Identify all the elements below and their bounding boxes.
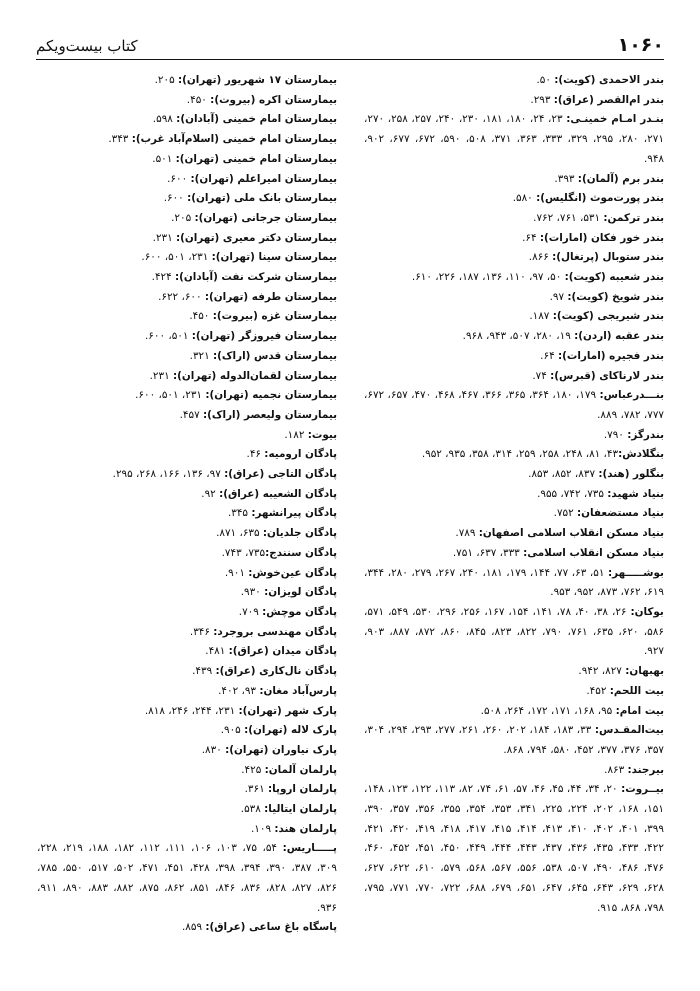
index-page-refs: ۷۸۹. [455,527,479,540]
index-page-refs: ۵۴، ۷۵، ۱۰۳، ۱۰۶، ۱۱۱، ۱۱۲، ۱۸۲، ۱۸۸، ۲۱۹، ۲۲۸، ۳۰۹، ۳۸۷، ۳۹۰، ۳۹۴، ۳۹۸، ۴۲۸، ۴۵۱، ۴۷۱، ۵۰۲، ۵۱۷، ۵۵۰، ۷۸۵، ۸۲۶، ۸۲۷، ۸۲۸، ۸۳۶، ۸۴۶، ۸۵۱، ۸۶۲، ۸۷۵، ۸۸۲، ۸۸۳، ۸۹۰، ۹۱۱، ۹۳۶. [37,842,337,914]
index-entry [37,702,337,722]
index-term: پادگان مهندسی بروجرد: [213,625,337,638]
index-page-refs: ۳۴۳. [108,133,132,146]
index-entry [37,741,337,761]
index-page-refs: ۲۰۵. [171,211,195,224]
index-term: بیرجند: [627,763,664,776]
index-term: بندر ام‌القصر (عراق): [553,93,664,106]
index-entry [364,268,664,288]
index-term: پادگان الشعیبه (عراق): [219,487,337,500]
index-page-refs: ۶۳۵، ۸۷۱. [216,527,263,540]
index-entry [37,150,337,170]
index-page-refs: ۹۰۱. [224,566,249,579]
index-term: پارک شهر (تهران): [238,704,337,717]
index-term: بیمارستان ۱۷ شهریور (تهران): [177,74,337,86]
index-entry [364,347,664,367]
index-page-refs: ۲۳۱. [152,231,176,244]
index-entry [364,761,664,781]
index-entry [37,504,337,524]
index-entry [364,71,664,91]
index-entry [364,386,664,425]
index-entry [364,465,664,485]
index-entry [364,229,664,249]
index-entry [37,229,337,249]
index-entry [364,780,664,918]
index-page-refs: ۵۰. [536,74,555,86]
index-entry [364,662,664,682]
index-page-refs: ۹۳، ۴۰۲. [218,684,260,697]
index-term: بنیاد مسکن انقلاب اسلامی اصفهان: [478,527,664,540]
index-page-refs: ۵۱، ۶۳، ۷۷، ۱۴۴، ۱۷۹، ۱۸۱، ۲۴۰، ۲۶۷، ۲۷۹، ۲۸۰، ۳۴۴، ۶۱۹، ۷۶۲، ۸۷۳، ۹۵۲، ۹۵۳. [364,566,664,599]
index-page-refs: ۸۳۰. [201,743,226,756]
index-term: بیــروت: [621,783,664,796]
index-entry [37,623,337,643]
index-entry [364,248,664,268]
index-entry [37,248,337,268]
index-page-refs: ۵۸۰. [512,192,537,205]
index-page-refs: ۳۹۳. [554,172,578,185]
index-page-refs: ۸۶۶. [528,251,553,264]
index-page-refs: ۱۸۷. [529,310,553,323]
index-page-refs: ۳۳، ۱۸۳، ۱۸۴، ۲۰۲، ۲۶۰، ۲۶۱، ۲۷۷، ۲۹۳، ۲۹۴، ۳۰۴، ۳۵۷، ۳۷۶، ۳۷۷، ۴۵۲، ۵۸۰، ۷۹۴، ۸۶۸. [364,724,664,756]
index-page-refs: ۶۴. [522,231,540,244]
index-entry [37,288,337,308]
index-term: بیمارستان اکره (بیروت): [210,93,337,106]
index-entry [364,524,664,544]
index-entry [37,426,337,446]
index-page-refs: ۱۰۹. [250,822,275,835]
index-page-refs: ۴۸۱. [205,645,229,658]
index-term: بنـــدرعباس: [599,389,664,402]
index-term: بیمارستان امام خمینی (آبادان): [176,113,337,126]
index-term: بیمارستان فیروزگر (تهران): [191,330,337,343]
index-term: پادگان ارومیه: [264,448,337,461]
index-term: بوکان: [630,605,664,618]
index-page-refs: ۷۰۹. [238,605,263,618]
index-entry [37,170,337,190]
index-term: بیمارستان نجمیه (تهران): [205,389,337,402]
index-term: بنـدر امـام خمینـی: [566,113,664,126]
index-entry [37,209,337,229]
index-entry [364,544,664,564]
index-term: بندر شیریجی (کویت): [552,310,664,323]
index-entry [37,603,337,623]
index-page-refs: ۶۰۰، ۶۲۲. [158,290,205,303]
page-number: ۱۰۶۰ [617,34,664,56]
index-entry [37,445,337,465]
index-page-refs: ۸۵۹. [181,921,206,934]
index-page-refs: ۷۵۲. [553,507,577,520]
index-term: پارلمان اروپا: [267,783,337,796]
index-entry [37,564,337,584]
index-page-refs: ۸۲۷، ۹۴۲. [578,665,626,678]
index-entry [37,780,337,800]
index-term: بیت امام: [615,704,664,717]
index-page-refs: ۵۰، ۹۷، ۱۱۰، ۱۳۶، ۱۸۷، ۲۲۶، ۶۱۰. [411,271,565,284]
index-term: پارلمان ایتالیا: [264,803,337,816]
index-page-refs: ۵۰۱، ۶۰۰. [144,330,192,343]
index-term: بنگلور (هند): [598,468,664,481]
index-term: بندر ترکمن: [603,211,664,224]
index-entry [37,386,337,406]
index-term: بندرگز: [627,428,664,441]
index-page-refs: ۷۳۵، ۷۴۳. [221,546,266,559]
index-page-refs: ۹۷، ۱۳۶، ۱۶۶، ۲۶۸، ۲۹۵. [112,468,225,481]
index-entry [37,524,337,544]
index-entry [364,91,664,111]
index-term: بیمارستان امیراعلم (تهران): [190,172,337,185]
index-page-refs: ۳۶۱. [244,783,268,796]
index-entry [37,918,337,938]
index-entry [37,662,337,682]
index-column-left [37,71,337,938]
index-entry [37,642,337,662]
index-page-refs: ۱۷۹، ۱۸۰، ۳۶۴، ۳۶۵، ۳۶۶، ۴۶۷، ۴۶۸، ۴۷۰، ۶۵۷، ۶۷۲، ۷۷۷، ۷۸۲، ۸۸۹. [364,389,664,421]
index-term: بندر فجیره (امارات): [557,349,664,362]
index-entry [37,465,337,485]
index-term: بیمارستان دکتر معیری (تهران): [176,231,337,244]
index-page-refs: ۹۰۵. [220,724,245,737]
index-page-refs: ۴۵۷. [179,408,203,421]
index-term: پادگان موچش: [262,605,337,618]
index-entry [364,564,664,603]
index-page-refs: ۶۰۰. [163,192,188,205]
index-term: بوشـــــهر: [608,566,664,579]
index-term: پادگان جلدیان: [262,527,337,540]
index-page-refs: ۱۸۲. [284,428,308,441]
index-entry [37,189,337,209]
index-entry [364,603,664,662]
index-term: بیمارستان لقمان‌الدوله (تهران): [172,369,337,382]
index-page-refs: ۸۳۷، ۸۵۲، ۸۵۳. [528,468,599,481]
index-entry [37,544,337,564]
index-entry [364,367,664,387]
index-page-refs: ۲۳، ۲۴، ۱۸۰، ۱۸۱، ۲۳۰، ۲۴۰، ۲۵۷، ۲۵۸، ۲۷۰، ۲۷۱، ۲۸۰، ۲۹۵، ۳۲۹، ۳۳۳، ۳۶۳، ۳۷۱، ۵۰۸، ۵۹۰، ۶۷۲، ۶۷۷، ۹۰۲، ۹۴۸. [364,113,664,165]
index-term: بیمارستان جرجانی (تهران): [194,211,337,224]
page-header [36,34,664,58]
index-page-refs: ۴۳۹. [192,665,216,678]
index-entry [364,702,664,722]
index-term: بندر ستوبال (پرتغال): [552,251,664,264]
index-page-refs: ۲۰، ۳۴، ۴۴، ۴۵، ۴۶، ۵۷، ۶۱، ۷۴، ۸۲، ۱۱۳، ۱۲۲، ۱۲۳، ۱۴۸، ۱۵۱، ۱۶۸، ۲۰۲، ۲۲۴، ۲۲۵، ۳۴۱، ۳۵۳، ۳۵۴، ۳۵۵، ۳۵۶، ۳۵۷، ۳۹۰، ۳۹۹، ۴۰۱، ۴۰۲، ۴۱۰، ۴۱۳، ۴۱۴، ۴۱۵، ۴۱۷، ۴۱۸، ۴۱۹، ۴۲۰، ۴۲۱، ۴۲۲، ۴۳۳، ۴۳۵، ۴۳۶، ۴۳۷، ۴۴۳، ۴۴۴، ۴۴۹، ۴۵۰، ۴۵۱، ۴۵۲، ۴۶۰، ۴۷۶، ۴۸۶، ۴۹۰، ۵۰۷، ۵۳۸، ۵۵۶، ۵۶۷، ۵۶۸، ۵۷۹، ۶۱۰، ۶۲۲، ۶۲۷، ۶۲۸، ۶۲۹، ۶۴۳، ۶۴۵، ۶۴۷، ۶۵۱، ۶۷۹، ۶۸۸، ۷۲۲، ۷۷۰، ۷۷۱، ۷۹۵، ۷۹۸، ۸۶۸، ۹۱۵. [364,783,664,914]
index-term: بیمارستان سینا (تهران): [211,251,337,264]
index-term: پارس‌آباد مغان: [259,684,337,697]
index-term: بنیاد شهید: [607,487,664,500]
index-entry [364,504,664,524]
index-entry [37,91,337,111]
index-page-refs: ۵۳۸. [240,803,265,816]
index-entry [364,485,664,505]
index-page-refs: ۴۲۴. [151,271,176,284]
index-term: پادگان عین‌خوش: [248,566,337,579]
index-entry [364,721,664,760]
index-term: بیمارستان امام خمینی (اسلام‌آباد غرب): [131,133,337,146]
index-term: پادگان سنندج: [265,546,337,559]
index-term: بیمارستان ولیعصر (اراک): [202,408,337,421]
index-entry [364,307,664,327]
index-term: بندر شعیبه (کویت): [564,271,664,284]
index-entry [37,485,337,505]
book-title: کتاب بیست‌ویکم [36,37,138,55]
index-page-refs: ۷۳۵، ۷۴۲، ۹۵۵. [537,487,608,500]
index-entry [364,426,664,446]
index-term: پارک نیاوران (تهران): [225,743,337,756]
index-entry [364,445,664,465]
index-term: بنیاد مستضعفان: [577,507,664,520]
index-entry [364,327,664,347]
index-term: پادگان میدان (عراق): [228,645,337,658]
index-entry [37,583,337,603]
index-page-refs: ۲۰۵. [154,74,178,86]
index-entry [37,347,337,367]
index-term: پارلمان آلمان: [264,763,337,776]
index-entry [37,761,337,781]
index-page-refs: ۹۲. [201,487,220,500]
index-entry [37,268,337,288]
index-term: بندر پورت‌موث (انگلیس): [536,192,664,205]
index-page-refs: ۴۵۰. [189,310,213,323]
index-page-refs: ۲۳۱، ۲۴۴، ۲۴۶، ۸۱۸. [144,704,239,717]
index-entry [37,406,337,426]
index-page-refs: ۲۶، ۳۸، ۴۰، ۷۸، ۱۴۱، ۱۵۴، ۱۶۷، ۲۵۶، ۲۹۶، ۵۳۰، ۵۴۹، ۵۷۱، ۵۸۶، ۶۲۰، ۶۳۵، ۷۶۱، ۷۹۰، ۸۲۲، ۸۲۳، ۸۴۵، ۸۶۰، ۸۷۲، ۸۸۷، ۹۰۳، ۹۲۷. [364,605,664,658]
index-entry [364,682,664,702]
index-page-refs: ۳۲۱. [189,349,213,362]
index-page-refs: ۱۹، ۲۸۰، ۵۰۷، ۹۴۳، ۹۶۸. [462,330,575,343]
index-entry [364,209,664,229]
index-term: بیت اللحم: [609,684,664,697]
index-term: بیمارستان بانک ملی (تهران): [187,192,337,205]
index-term: پادگان لویزان: [264,586,337,599]
index-term: بندر الاحمدی (کویت): [554,74,664,86]
index-page-refs: ۷۴. [532,369,551,382]
index-term: بیمارستان امام خمینی (تهران): [175,152,337,165]
index-term: بنیاد مسکن انقلاب اسلامی: [523,546,664,559]
index-term: بیت‌المقـدس: [594,724,664,737]
index-term: پادگان پیرانشهر: [251,507,337,520]
index-term: پـــــاریس: [282,842,337,855]
index-entry [364,170,664,190]
index-term: بیوت: [307,428,337,441]
index-entry [37,839,337,918]
index-column-right [364,71,664,918]
index-entry [37,130,337,150]
index-entry [364,189,664,209]
index-page-refs: ۶۰۰. [167,172,191,185]
index-term: پادگان التاجی (عراق): [224,468,337,481]
index-page-refs: ۴۵۲. [586,684,610,697]
index-entry [37,682,337,702]
index-entry [37,367,337,387]
index-page-refs: ۴۳، ۸۱، ۲۴۸، ۲۵۸، ۲۵۹، ۳۱۴، ۳۵۸، ۹۳۵، ۹۵۲. [421,448,619,461]
index-page-refs: ۲۳۱، ۵۰۱، ۶۰۰. [135,389,206,402]
index-entry [364,288,664,308]
index-entry [37,721,337,741]
index-entry [37,110,337,130]
index-page-refs: ۳۴۶. [189,625,214,638]
index-page-refs: ۲۳۱، ۵۰۱، ۶۰۰. [141,251,212,264]
index-term: پارلمان هند: [274,822,337,835]
index-page-refs: ۹۷. [549,290,568,303]
index-page-refs: ۵۰۱. [152,152,176,165]
index-entry [37,71,337,91]
index-term: پادگان نال‌کاری (عراق): [215,665,337,678]
index-page-refs: ۵۹۸. [152,113,177,126]
index-page-refs: ۶۴. [540,349,558,362]
index-page-refs: ۴۶. [246,448,265,461]
index-page-refs: ۹۵، ۱۶۸، ۱۷۱، ۱۷۲، ۲۶۴، ۵۰۸. [480,704,616,717]
index-term: بیمارستان طرفه (تهران): [204,290,337,303]
index-term: پاسگاه باغ ساعی (عراق): [205,921,337,934]
index-page-refs: ۴۲۵. [241,763,265,776]
index-page-refs: ۹۳۰. [240,586,265,599]
index-page-refs: ۲۹۳. [530,93,554,106]
index-term: بندر لارناکای (قبرس): [550,369,664,382]
index-page-refs: ۴۵۰. [186,93,211,106]
index-term: بیمارستان غزه (بیروت): [212,310,337,323]
index-page-refs: ۳۳۳، ۶۳۷، ۷۵۱. [452,546,524,559]
index-entry [37,820,337,840]
index-term: بنگلادش: [618,448,664,461]
index-term: بندر شویخ (کویت): [567,290,664,303]
index-entry [37,327,337,347]
index-term: پارک لاله (تهران): [244,724,337,737]
index-entry [37,307,337,327]
index-term: بیمارستان قدس (اراک): [213,349,337,362]
index-page-refs: ۷۹۰. [603,428,628,441]
index-page-refs: ۸۶۳. [604,763,628,776]
index-term: بندر عقبه (اردن): [574,330,664,343]
index-term: بیمارستان شرکت نفت (آبادان): [175,271,337,284]
index-term: بندر برم (آلمان): [577,172,664,185]
index-page-refs: ۲۳۱. [149,369,173,382]
index-entry [364,110,664,169]
index-term: بهبهان: [625,665,664,678]
index-page-refs: ۳۴۵. [227,507,252,520]
index-page-refs: ۵۳۱، ۷۶۱، ۷۶۲. [533,211,604,224]
header-rule [36,59,664,60]
index-term: بندر خور فکان (امارات): [539,231,664,244]
index-entry [37,800,337,820]
